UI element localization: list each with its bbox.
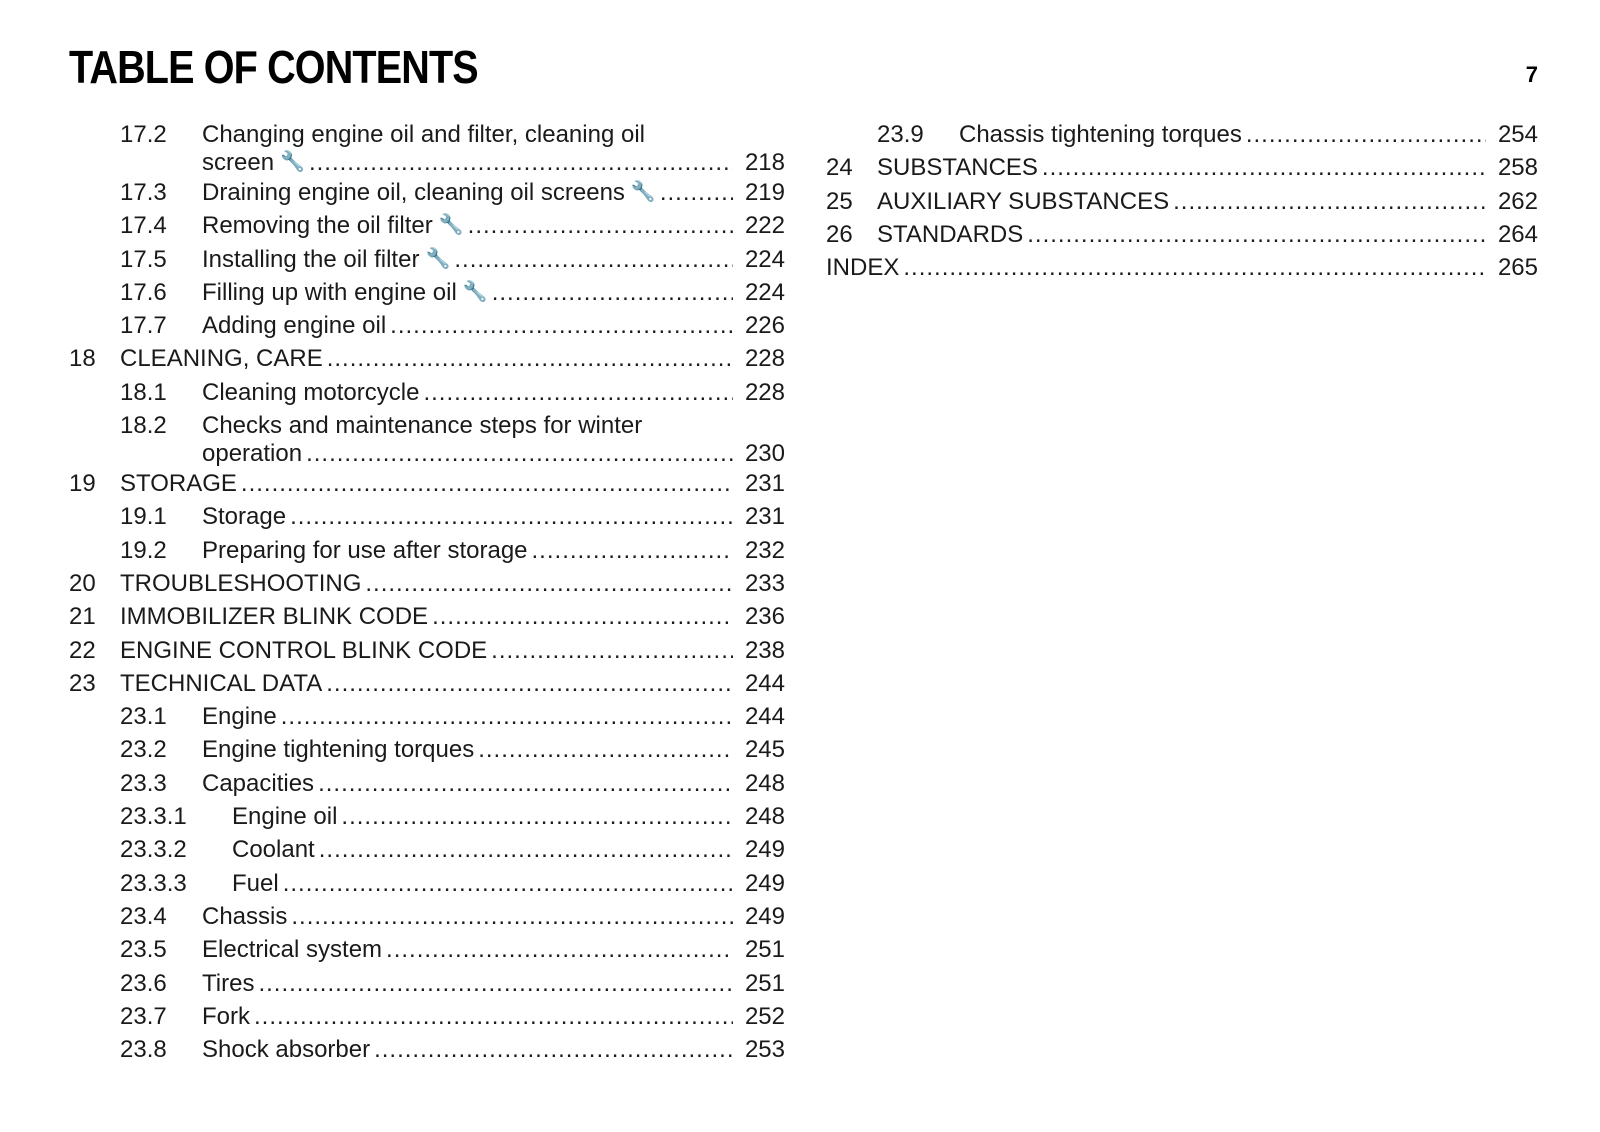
leader-dots	[423, 376, 733, 409]
entry-number: 17.3	[120, 179, 167, 206]
entry-title-row	[202, 309, 785, 342]
entry-title: TROUBLESHOOTING	[120, 569, 362, 597]
entry-number: 18.2	[120, 412, 167, 440]
entry-number: 19.1	[120, 503, 167, 531]
toc-entry[interactable]	[69, 767, 785, 800]
toc-entry[interactable]	[69, 900, 785, 933]
entry-number: 24	[826, 154, 853, 182]
entry-title-row	[202, 437, 785, 470]
toc-entry[interactable]	[69, 567, 785, 600]
leader-dots	[903, 251, 1486, 284]
toc-entry[interactable]	[826, 218, 1538, 251]
toc-entry[interactable]	[69, 967, 785, 1000]
entry-title: Cleaning motorcycle	[202, 378, 420, 406]
entry-page: 258	[1497, 154, 1538, 182]
entry-title: CLEANING, CARE	[120, 345, 323, 373]
entry-title: ENGINE CONTROL BLINK CODE	[120, 636, 488, 664]
entry-page: 226	[744, 312, 785, 340]
entry-page: 251	[744, 936, 785, 964]
leader-dots	[1246, 118, 1486, 151]
leader-dots	[432, 600, 733, 633]
entry-page: 253	[744, 1036, 785, 1064]
toc-entry[interactable]	[826, 118, 1538, 151]
entry-title-row	[120, 567, 785, 600]
entry-title: Adding engine oil	[202, 312, 387, 340]
entry-title: Fuel	[232, 869, 279, 897]
leader-dots	[478, 733, 733, 766]
entry-title: AUXILIARY SUBSTANCES	[877, 187, 1170, 215]
entry-number: 23.8	[120, 1036, 167, 1064]
entry-number: 17.5	[120, 245, 167, 273]
leader-dots	[327, 342, 733, 375]
toc-entry[interactable]	[69, 867, 785, 900]
entry-number: 21	[69, 603, 96, 631]
entry-page: 236	[744, 603, 785, 631]
entry-page: 265	[1497, 254, 1538, 282]
entry-number: 23.3.2	[120, 836, 187, 864]
entry-title-row	[202, 933, 785, 966]
leader-dots	[254, 1000, 733, 1033]
toc-entry[interactable]	[69, 500, 785, 533]
entry-title: Electrical system	[202, 936, 383, 964]
entry-number: 20	[69, 569, 96, 597]
entry-number: 23.1	[120, 703, 167, 731]
entry-page: 224	[744, 245, 785, 273]
entry-title-row	[202, 146, 785, 179]
entry-title: Chassis tightening torques	[959, 121, 1242, 148]
toc-entry[interactable]	[69, 467, 785, 500]
wrench-icon: 🔧	[462, 280, 488, 303]
entry-title-row	[202, 534, 785, 567]
leader-dots	[318, 767, 733, 800]
toc-entry[interactable]	[69, 376, 785, 409]
leader-dots	[491, 634, 733, 667]
toc-entry[interactable]	[69, 243, 785, 276]
entry-number: 17.4	[120, 212, 167, 240]
entry-title-row	[202, 500, 785, 533]
entry-title: Capacities	[202, 769, 315, 797]
entry-title-line1: Checks and maintenance steps for winter	[202, 412, 643, 440]
entry-title: Installing the oil filter	[202, 245, 420, 273]
wrench-icon: 🔧	[280, 151, 305, 173]
toc-entry[interactable]	[69, 309, 785, 342]
entry-page: 264	[1497, 220, 1538, 248]
entry-title-row	[202, 1000, 785, 1033]
entry-title-row	[202, 967, 785, 1000]
leader-dots	[492, 276, 733, 309]
toc-entry[interactable]	[69, 700, 785, 733]
entry-number: 25	[826, 187, 853, 215]
entry-title-row	[202, 700, 785, 733]
entry-title-row	[202, 1033, 785, 1066]
entry-number: 19	[69, 470, 96, 498]
entry-title-row	[877, 151, 1538, 184]
toc-column-left	[69, 118, 785, 1066]
entry-title: STORAGE	[120, 470, 237, 498]
entry-page: 249	[744, 902, 785, 930]
entry-page: 231	[744, 503, 785, 531]
entry-number: 23.9	[877, 121, 924, 148]
entry-title-row	[232, 867, 785, 900]
entry-title: Storage	[202, 503, 287, 531]
entry-title-row	[202, 276, 785, 309]
toc-entry[interactable]	[69, 733, 785, 766]
entry-title-row	[202, 243, 785, 276]
entry-title-row	[202, 900, 785, 933]
entry-title-row	[202, 176, 785, 209]
page-title: TABLE OF CONTENTS	[69, 41, 478, 93]
wrench-icon: 🔧	[630, 181, 656, 203]
leader-dots	[326, 667, 733, 700]
entry-title-row	[232, 833, 785, 866]
entry-title: operation	[202, 440, 303, 468]
toc-entry[interactable]	[826, 251, 1538, 284]
entry-number: 23.3.3	[120, 869, 187, 897]
toc-entry[interactable]	[69, 118, 785, 176]
leader-dots	[454, 243, 733, 276]
entry-page: 244	[744, 669, 785, 697]
entry-title-row	[877, 218, 1538, 251]
entry-number: 23.3	[120, 769, 167, 797]
entry-page: 262	[1497, 187, 1538, 215]
entry-title-row	[202, 767, 785, 800]
entry-page: 232	[744, 536, 785, 564]
entry-number: 23.2	[120, 736, 167, 764]
toc-column-right	[826, 118, 1538, 284]
entry-title: IMMOBILIZER BLINK CODE	[120, 603, 429, 631]
entry-number: 19.2	[120, 536, 167, 564]
leader-dots	[283, 867, 733, 900]
leader-dots	[374, 1033, 733, 1066]
entry-page: 251	[744, 969, 785, 997]
toc-entry[interactable]	[69, 534, 785, 567]
entry-title: Engine tightening torques	[202, 736, 475, 764]
leader-dots	[660, 176, 733, 209]
entry-title: SUBSTANCES	[877, 154, 1038, 182]
entry-page: 238	[744, 636, 785, 664]
entry-title: screen	[202, 149, 275, 176]
entry-page: 228	[744, 378, 785, 406]
entry-title: Shock absorber	[202, 1036, 371, 1064]
entry-page: 252	[744, 1002, 785, 1030]
leader-dots	[291, 900, 733, 933]
entry-number: 22	[69, 636, 96, 664]
entry-title: Removing the oil filter	[202, 212, 433, 240]
entry-title: Chassis	[202, 902, 288, 930]
entry-page: 244	[744, 703, 785, 731]
toc-entry[interactable]	[69, 1033, 785, 1066]
entry-page: 218	[744, 149, 785, 176]
leader-dots	[281, 700, 733, 733]
toc-entry[interactable]	[826, 151, 1538, 184]
wrench-icon: 🔧	[425, 247, 451, 270]
entry-number: 17.7	[120, 312, 167, 340]
entry-page: 230	[744, 440, 785, 468]
entry-number: 18	[69, 345, 96, 373]
entry-title-row	[959, 118, 1538, 151]
entry-number: 23.7	[120, 1002, 167, 1030]
entry-number: 23.3.1	[120, 803, 187, 831]
toc-entry[interactable]	[69, 1000, 785, 1033]
entry-title-row	[826, 251, 1538, 284]
entry-title: INDEX	[826, 254, 900, 282]
entry-title: STANDARDS	[877, 220, 1024, 248]
entry-title-row	[232, 800, 785, 833]
toc-entry[interactable]	[69, 342, 785, 375]
leader-dots	[532, 534, 733, 567]
entry-page: 228	[744, 345, 785, 373]
entry-page: 248	[744, 803, 785, 831]
toc-entry[interactable]	[69, 933, 785, 966]
toc-entry[interactable]	[69, 276, 785, 309]
entry-title: Draining engine oil, cleaning oil screens	[202, 179, 625, 206]
entry-title: TECHNICAL DATA	[120, 669, 323, 697]
entry-number: 23.4	[120, 902, 167, 930]
entry-number: 17.6	[120, 278, 167, 306]
entry-title-row	[120, 600, 785, 633]
entry-page: 224	[744, 278, 785, 306]
entry-title: Filling up with engine oil	[202, 278, 457, 306]
toc-entry[interactable]	[69, 634, 785, 667]
leader-dots	[468, 209, 733, 242]
entry-title: Engine	[202, 703, 277, 731]
entry-page: 219	[744, 179, 785, 206]
entry-title: Preparing for use after storage	[202, 536, 528, 564]
entry-title-row	[120, 467, 785, 500]
entry-title-line1: Changing engine oil and filter, cleaning oil	[202, 121, 645, 148]
entry-page: 222	[744, 212, 785, 240]
entry-title: Coolant	[232, 836, 315, 864]
toc-entry[interactable]	[69, 833, 785, 866]
entry-page: 248	[744, 769, 785, 797]
toc-entry[interactable]	[69, 667, 785, 700]
leader-dots	[290, 500, 733, 533]
entry-number: 17.2	[120, 121, 167, 148]
entry-title-row	[877, 185, 1538, 218]
leader-dots	[1027, 218, 1486, 251]
entry-number: 18.1	[120, 378, 167, 406]
leader-dots	[309, 146, 733, 179]
leader-dots	[1042, 151, 1486, 184]
leader-dots	[241, 467, 733, 500]
entry-title: Engine oil	[232, 803, 338, 831]
toc-entry[interactable]	[69, 409, 785, 467]
entry-title-row	[202, 376, 785, 409]
toc-entry[interactable]	[69, 600, 785, 633]
entry-page: 249	[744, 836, 785, 864]
toc-entry[interactable]	[826, 185, 1538, 218]
entry-title-row	[120, 342, 785, 375]
entry-title: Tires	[202, 969, 255, 997]
entry-page: 249	[744, 869, 785, 897]
entry-title-row	[120, 667, 785, 700]
wrench-icon: 🔧	[438, 214, 464, 237]
entry-page: 254	[1497, 121, 1538, 148]
entry-title-row	[202, 209, 785, 242]
toc-entry[interactable]	[69, 800, 785, 833]
entry-number: 23.6	[120, 969, 167, 997]
leader-dots	[365, 567, 733, 600]
entry-page: 231	[744, 470, 785, 498]
leader-dots	[386, 933, 733, 966]
page-number: 7	[1525, 62, 1538, 87]
entry-number: 23.5	[120, 936, 167, 964]
leader-dots	[341, 800, 733, 833]
toc-entry[interactable]	[69, 176, 785, 209]
entry-title: Fork	[202, 1002, 250, 1030]
entry-title-row	[120, 634, 785, 667]
leader-dots	[319, 833, 733, 866]
entry-number: 26	[826, 220, 853, 248]
entry-title-row	[202, 733, 785, 766]
toc-entry[interactable]	[69, 209, 785, 242]
leader-dots	[1173, 185, 1486, 218]
entry-page: 233	[744, 569, 785, 597]
leader-dots	[306, 437, 733, 470]
entry-number: 23	[69, 669, 96, 697]
entry-page: 245	[744, 736, 785, 764]
leader-dots	[390, 309, 733, 342]
leader-dots	[258, 967, 733, 1000]
